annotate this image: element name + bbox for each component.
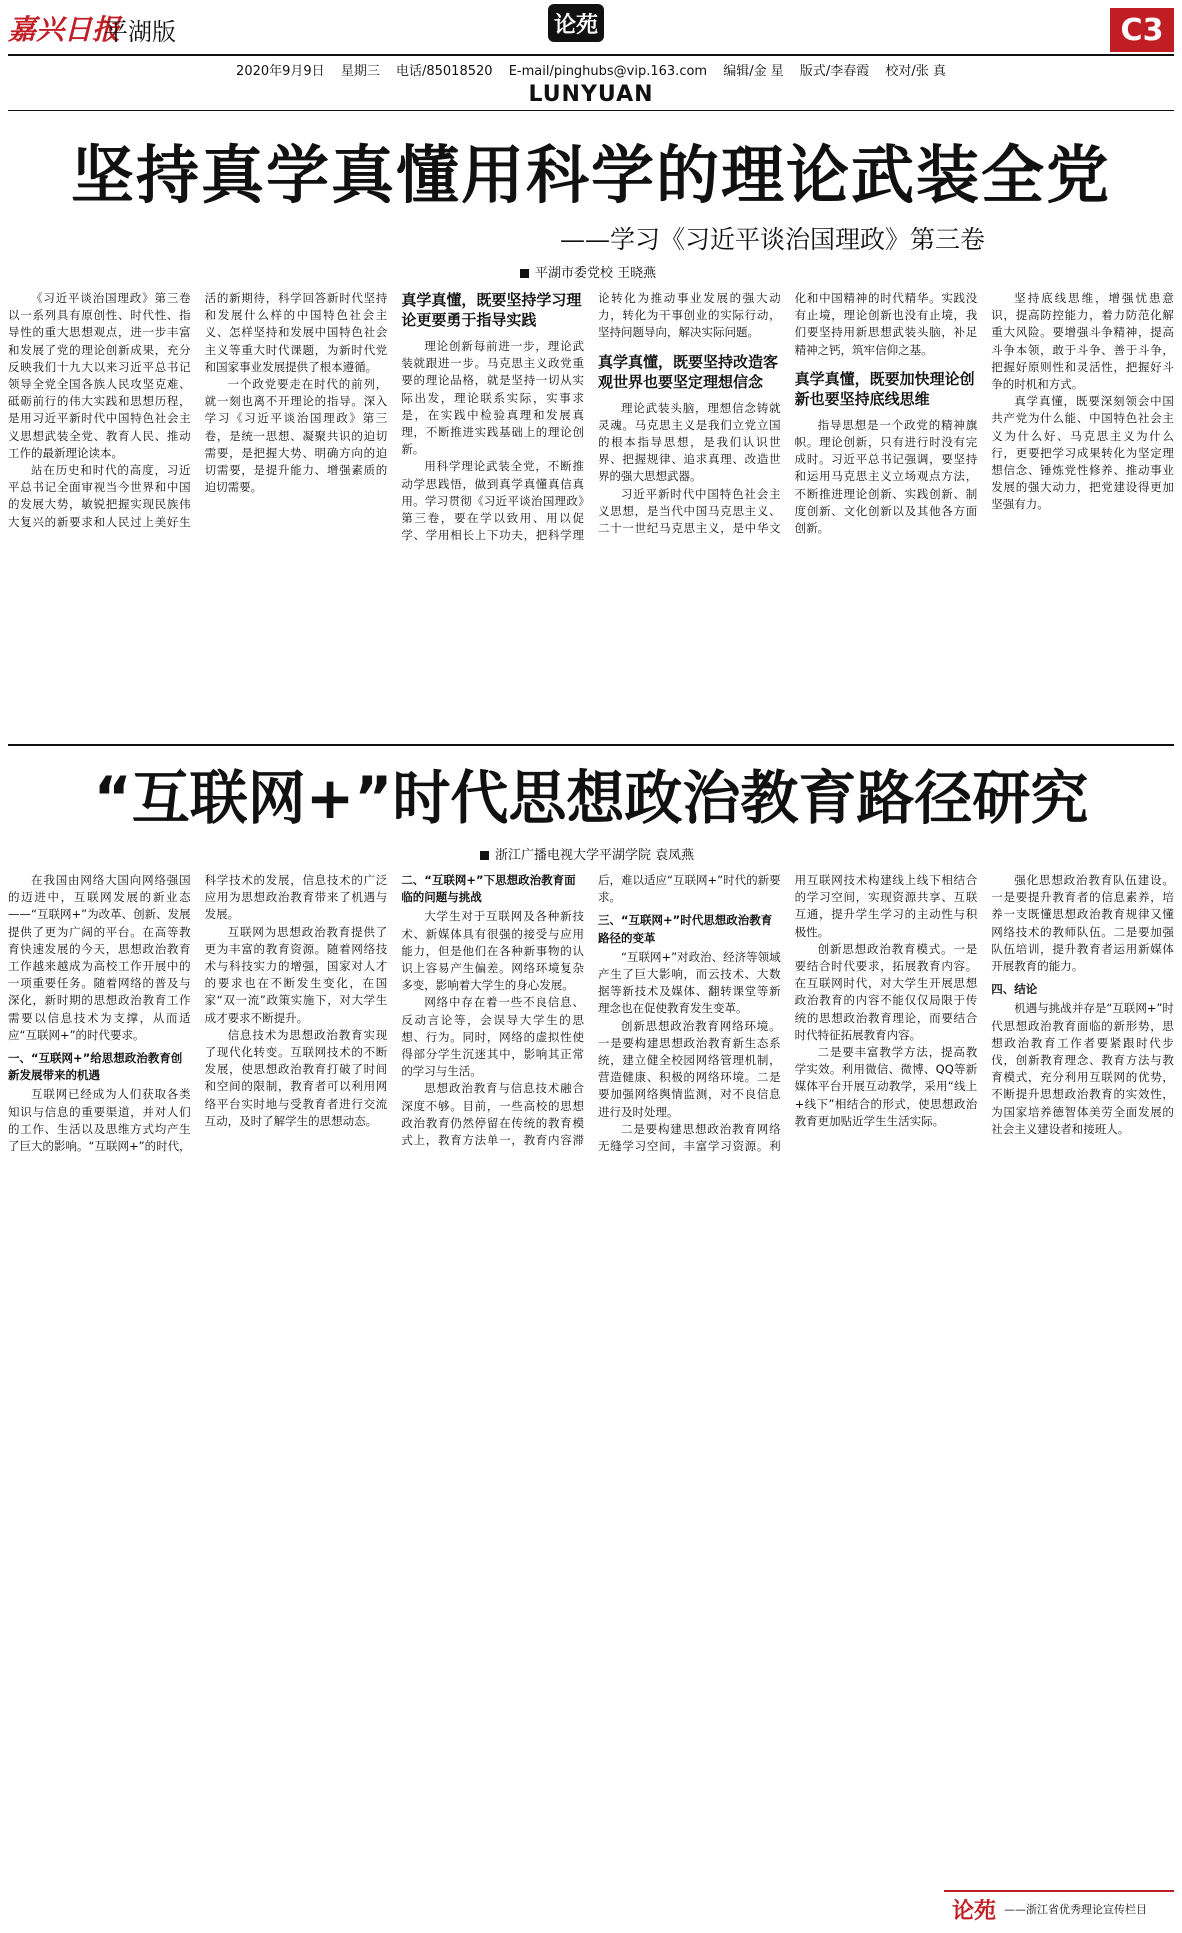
article1-paragraph: 坚持底线思维，增强忧患意识，提高防控能力，着力防范化解重大风险。要增强斗争精神，提高斗争本领，敢于斗争、善于斗争，把握好原则性和灵活性，把握好斗争的时机和方式。 bbox=[991, 291, 1174, 392]
masthead-divider-bottom bbox=[8, 110, 1174, 111]
article2-paragraph: 强化思想政治教育队伍建设。一是要提升教育者的信息素养，培养一支既懂思想政治教育规律又懂网络技术的教师队伍。二是要加强队伍培训，提升教育者运用新媒体开展教育的能力。 bbox=[991, 873, 1174, 974]
phone: 电话/85018520 bbox=[395, 64, 493, 79]
issue-date: 2020年9月9日 bbox=[236, 64, 325, 79]
article1-paragraph: 《习近平谈治国理政》第三卷以一系列具有原创性、时代性、指导性的重大思想观点，进一步丰富和发展了党的理论创新成果，充分反映我们十九大以来习近平总书记领导全党全国各族人民攻坚克难、砥砺前行的伟大实践和思想历程，是用习近平新时代中国特色社会主义思想武装全党、教育人民、推动工作的最新理论读本。 bbox=[8, 291, 191, 460]
article1-headline: 坚持真学真懂用科学的理论武装全党 bbox=[71, 139, 1111, 212]
email: E-mail/pinghubs@vip.163.com bbox=[508, 64, 708, 79]
article1-paragraph: 理论创新每前进一步，理论武装就跟进一步。马克思主义政党重要的理论品格，就是坚持一切从实际出发，理论联系实际，实事求是，在实践中检验真理和发展真理，不断推进实践基础上的理论创新。 bbox=[401, 339, 584, 457]
editor: 编辑/金 星 bbox=[723, 64, 784, 79]
page-number-badge: C3 bbox=[1110, 8, 1174, 52]
article1-paragraph: 指导思想是一个政党的精神旗帜。理论创新，只有进行时没有完成时。习近平总书记强调，要坚持和运用马克思主义立场观点方法，不断推进理论创新、实践创新、制度创新、文化创新以及其他各方面创新。 bbox=[794, 417, 978, 536]
article2-paragraph: 创新思想政治教育模式。一是要结合时代要求，拓展教育内容。在互联网时代，对大学生开展思想政治教育的内容不能仅仅局限于传统的思想政治教育理论，而要结合时代特征拓展教育内容。 bbox=[794, 941, 978, 1042]
article2-body bbox=[8, 872, 1174, 1922]
article2-subheading: 一、“互联网+”给思想政治教育创新发展带来的机遇 bbox=[8, 1051, 183, 1083]
byline-square-icon bbox=[480, 851, 489, 860]
issue-weekday: 星期三 bbox=[340, 64, 380, 79]
article2-headline: “互联网+”时代思想政治教育路径研究 bbox=[93, 764, 1089, 832]
article1-subtitle: ——学习《习近平谈治国理政》第三卷 bbox=[560, 225, 986, 254]
article2-subheading: 三、“互联网+”时代思想政治教育路径的变革 bbox=[597, 913, 773, 945]
footer-org: ——浙江省优秀理论宣传栏目 bbox=[1004, 1903, 1148, 1916]
article2-paragraph: 互联网已经成为人们获取各类知识与信息的重要渠道，并对人们的工作、生活以及思维方式均产生了巨大的影响。“互联网+”的时代，科学技术的发展，信息技术的广泛应用为思想政治教育带来了机遇与发展。 bbox=[8, 873, 388, 1154]
article2-paragraph: “互联网+”对政治、经济等领域产生了巨大影响，而云技术、大数据等新技术及媒体、翻转课堂等新理念也在促使教育发生变革。 bbox=[597, 949, 781, 1016]
designer: 版式/李春霞 bbox=[799, 64, 870, 79]
masthead-divider bbox=[8, 54, 1174, 56]
article2-paragraph: 二是要丰富教学方法，提高教学实效。利用微信、微博、QQ等新媒体平台开展互动教学，采用“线上+线下”相结合的形式，使思想政治教育更加贴近学生生活实际。 bbox=[794, 1045, 978, 1128]
section-name: LUNYUAN bbox=[528, 82, 654, 107]
article1-paragraph: 用科学理论武装全党，不断推动学思践悟，做到真学真懂真信真用。学习贯彻《习近平谈治国理政》第三卷，要在学以致用、用以促学、学用相长上下功夫，把科学理论转化为推动事业发展的强大动力，转化为干事创业的实际行动，坚持问题导向，解决实际问题。 bbox=[401, 291, 781, 543]
article1-subheading: 真学真懂，既要坚持改造客观世界也要坚定理想信念 bbox=[597, 352, 778, 391]
article1-author: 平湖市委党校 王晓燕 bbox=[535, 266, 657, 281]
article1-body bbox=[8, 290, 1174, 730]
article2-paragraph: 网络中存在着一些不良信息、反动言论等，会误导大学生的思想、行为。同时，网络的虚拟性使得部分学生沉迷其中，影响其正常的学习与生活。 bbox=[401, 995, 584, 1079]
article2-subheading: 四、结论 bbox=[991, 982, 1038, 997]
article2-author: 浙江广播电视大学平湖学院 袁凤燕 bbox=[495, 848, 695, 863]
proofreader: 校对/张 真 bbox=[885, 64, 946, 79]
article1-byline bbox=[520, 262, 656, 281]
article-divider bbox=[8, 744, 1174, 746]
masthead bbox=[0, 0, 1182, 112]
footer-badge bbox=[944, 1890, 1174, 1926]
article1-paragraph: 理论武装头脑，理想信念铸就灵魂。马克思主义是我们立党立国的根本指导思想，是我们认识世界、把握规律、追求真理、改造世界的强大思想武器。 bbox=[597, 400, 781, 484]
article1-subheading: 真学真懂，既要加快理论创新也要坚持底线思维 bbox=[794, 369, 975, 408]
article1-paragraph: 习近平新时代中国特色社会主义思想，是当代中国马克思主义、二十一世纪马克思主义，是中华文化和中国精神的时代精华。实践没有止境，理论创新也没有止境，我们要坚持用新思想武装头脑，补足精神之钙，筑牢信仰之基。 bbox=[597, 291, 978, 536]
article2-byline bbox=[480, 844, 694, 863]
article1-paragraph: 真学真懂，既要深刻领会中国共产党为什么能、中国特色社会主义为什么好、马克思主义为什么行，更要把学习成果转化为坚定理想信念、锤炼党性修养、推动事业发展的强大动力，把党建设得更加坚强有力。 bbox=[991, 394, 1174, 512]
footer-logo: 论苑 bbox=[952, 1897, 997, 1924]
section-logo: 论苑 bbox=[548, 4, 604, 42]
article2-paragraph: 大学生对于互联网及各种新技术、新媒体具有很强的接受与应用能力，但是他们在各种新事物的认识上容易产生偏差。网络环境复杂多变，影响着大学生的身心发展。 bbox=[401, 909, 584, 993]
article2-paragraph: 二是要构建思想政治教育网络无缝学习空间，丰富学习资源。利用互联网技术构建线上线下相结合的学习空间，实现资源共享、互联互通，提升学生学习的主动性与积极性。 bbox=[597, 873, 978, 1154]
article2-paragraph: 思想政治教育与信息技术融合深度不够。目前，一些高校的思想政治教育仍然停留在传统的教育模式上，教育方法单一，教育内容滞后，难以适应“互联网+”时代的新要求。 bbox=[401, 873, 781, 1148]
article1-subheading: 真学真懂，既要坚持学习理论更要勇于指导实践 bbox=[401, 291, 582, 329]
article2-paragraph: 机遇与挑战并存是“互联网+”时代思想政治教育面临的新形势，思想政治教育工作者要紧跟时代步伐，创新教育理念、教育方法与教育模式，充分利用互联网的优势，不断提升思想政治教育的实效性，为国家培养德智体美劳全面发展的社会主义建设者和接班人。 bbox=[991, 1001, 1174, 1136]
article2-paragraph: 在我国由网络大国向网络强国的迈进中，互联网发展的新业态——“互联网+”为改革、创新、发展提供了更为广阔的平台。在高等教育快速发展的今天，思想政治教育工作越来越成为高校工作开展中的一项重要任务。随着网络的普及与深化，新时期的思想政治教育工作需要以信息技术为支撑，从而适应“互联网+”的时代要求。 bbox=[8, 873, 191, 1042]
article2-paragraph: 创新思想政治教育网络环境。一是要构建思想政治教育新生态系统，建立健全校园网络管理机制，营造健康、积极的网络环境。二是要加强网络舆情监测，对不良信息进行及时处理。 bbox=[597, 1018, 781, 1119]
newspaper-brand: 嘉兴日报 bbox=[8, 13, 121, 46]
article1-paragraph: 站在历史和时代的高度，习近平总书记全面审视当今世界和中国的发展大势，敏锐把握实现民族伟大复兴的新要求和人民过上美好生活的新期待，科学回答新时代坚持和发展什么样的中国特色社会主义、怎样坚持和发展中国特色社会主义等重大时代课题，为新时代党和国家事业发展提供了根本遵循。 bbox=[8, 291, 388, 529]
edition-label: 平湖版 bbox=[104, 18, 176, 46]
article2-paragraph: 信息技术为思想政治教育实现了现代化转变。互联网技术的不断发展，使思想政治教育打破了时间和空间的限制，教育者可以利用网络平台实时地与受教育者进行交流互动，及时了解学生的思想动态。 bbox=[204, 1027, 388, 1128]
masthead-meta bbox=[0, 60, 1182, 79]
byline-square-icon bbox=[520, 269, 529, 278]
article1-paragraph: 一个政党要走在时代的前列，就一刻也离不开理论的指导。深入学习《习近平谈治国理政》第三卷，是统一思想、凝聚共识的迫切需要，是把握大势、明确方向的迫切需要，是提升能力、增强素质的迫切需要。 bbox=[204, 377, 388, 495]
article2-subheading: 二、“互联网+”下思想政治教育面临的问题与挑战 bbox=[401, 873, 576, 905]
article2-paragraph: 互联网为思想政治教育提供了更为丰富的教育资源。随着网络技术与科技实力的增强，国家对人才的要求也在不断发生变化，在国家“双一流”政策实施下，对大学生成才要求不断提升。 bbox=[204, 924, 388, 1025]
